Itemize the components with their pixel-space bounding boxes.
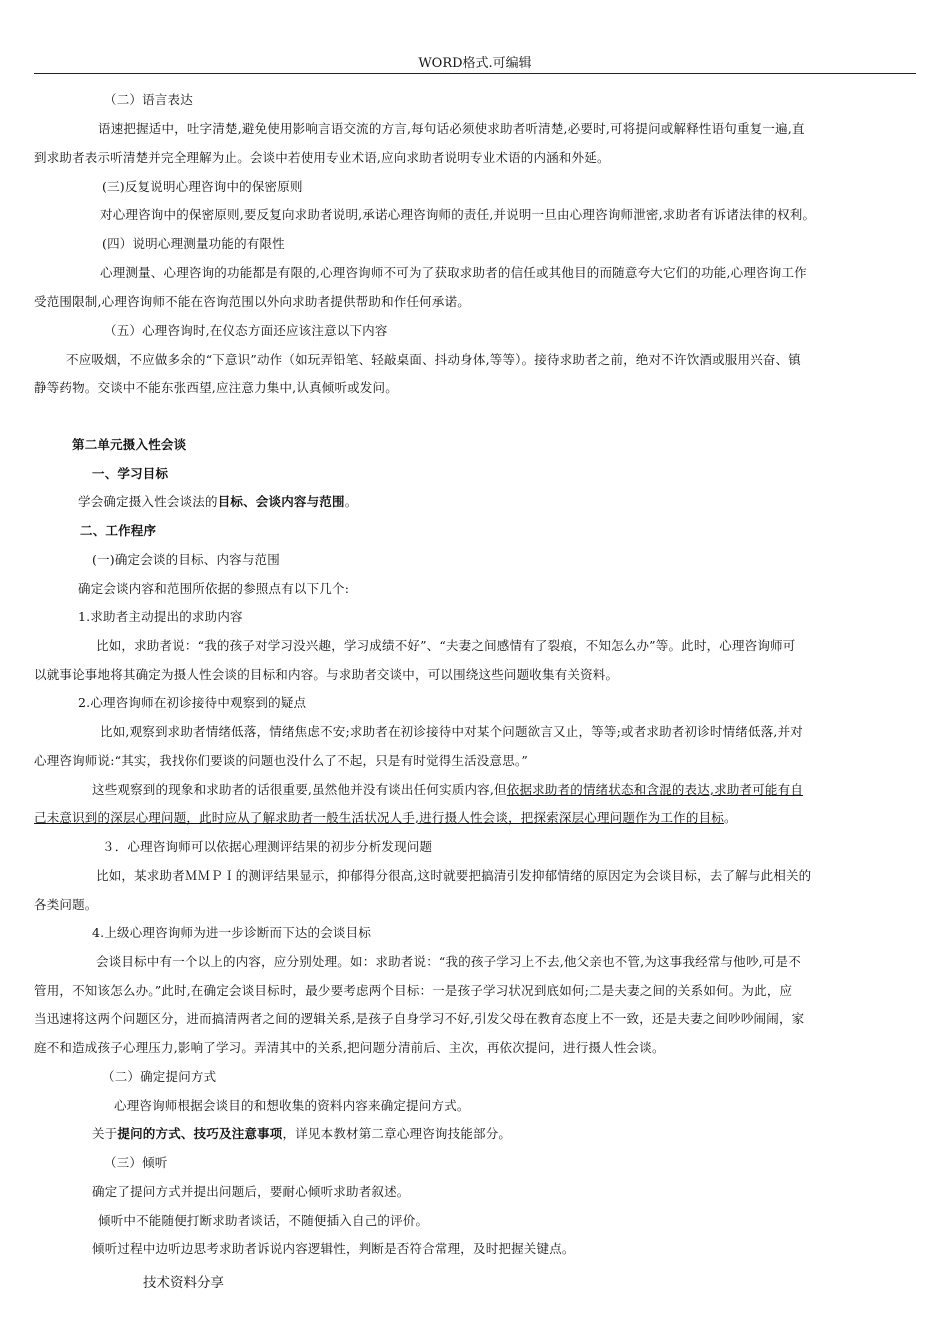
goal-emphasis: 目标、会谈内容与范围 — [217, 494, 345, 509]
paragraph-line: 比如,观察到求助者情绪低落，情绪焦虑不安;求助者在初诊接待中对某个问题欲言又止，等等;或者求助者初诊时情绪低落,并对 — [100, 724, 803, 739]
paragraph-line: 倾听中不能随便打断求助者谈话，不随便插入自己的评价。 — [98, 1213, 429, 1228]
unit-title: 第二单元摄入性会谈 — [72, 437, 187, 452]
heading-demeanor: （五）心理咨询时,在仪态方面还应该注意以下内容 — [104, 323, 388, 338]
paragraph-line: 管用，不知该怎么办。”此时,在确定会谈目标时，最少要考虑两个目标：一是孩子学习状况到底如何;二是夫妻之间的关系如何。为此，应 — [34, 983, 793, 998]
paragraph-line: 倾听过程中边听边思考求助者诉说内容逻辑性，判断是否符合常理，及时把握关键点。 — [92, 1241, 575, 1256]
text-plain: 。 — [723, 810, 737, 825]
heading-language-expression: （二）语言表达 — [104, 92, 193, 107]
paragraph-line: 心理咨询师说:“其实，我找你们要谈的问题也没什么了不起，只是有时觉得生活没意思。” — [34, 753, 528, 768]
paragraph-line: 静等药物。交谈中不能东张西望,应注意力集中,认真倾听或发问。 — [34, 380, 398, 395]
paragraph-line — [34, 810, 737, 826]
learning-goal-text — [78, 494, 357, 510]
paragraph-line: 当迅速将这两个问题区分，进而搞清两者之间的逻辑关系,是孩子自身学习不好,引发父母在教育态度上不一致，还是夫妻之间吵吵闹闹，家 — [34, 1011, 805, 1026]
paragraph-line: 比如，求助者说：“我的孩子对学习没兴趣，学习成绩不好”、“夫妻之间感情有了裂痕，不知怎么办”等。此时，心理咨询师可 — [96, 638, 796, 653]
paragraph-line: 会谈目标中有一个以上的内容，应分别处理。如：求助者说：“我的孩子学习上不去,他父亲也不管,为这事我经常与他吵,可是不 — [96, 954, 801, 969]
paragraph-line: 比如，某求助者ＭＭＰＩ的测评结果显示，抑郁得分很高,这时就要把搞清引发抑郁情绪的原因定为会谈目标，去了解与此相关的 — [96, 868, 812, 883]
heading-work-procedure: 二、工作程序 — [80, 523, 157, 538]
paragraph-line: 庭不和造成孩子心理压力,影响了学习。弄清其中的关系,把问题分清前后、主次，再依次提问，进行摄人性会谈。 — [34, 1040, 665, 1055]
paragraph-line: 心理咨询师根据会谈目的和想收集的资料内容来确定提问方式。 — [114, 1098, 470, 1113]
heading-learning-goal: 一、学习目标 — [92, 466, 169, 481]
paragraph-line: 受范围限制,心理咨询师不能在咨询范围以外向求助者提供帮助和作任何承诺。 — [34, 294, 470, 309]
header-divider — [34, 73, 916, 74]
item-heading-3: ３．心理咨询师可以依据心理测评结果的初步分析发现问题 — [102, 839, 433, 854]
paragraph-line: 不应吸烟，不应做多余的“下意识”动作（如玩弄铅笔、轻敲桌面、抖动身体,等等）。接待求助者之前，绝对不许饮酒或服用兴奋、镇 — [66, 352, 802, 367]
bold-text: 提问的方式、技巧及注意事项 — [117, 1126, 283, 1141]
text-plain: ，详见本教材第二章心理咨询技能部分。 — [282, 1126, 512, 1141]
paragraph-line: 对心理咨询中的保密原则,要反复向求助者说明,承诺心理咨询师的责任,并说明一旦由心理咨询师泄密,求助者有诉诸法律的权利。 — [100, 207, 816, 222]
heading-question-method: （二）确定提问方式 — [102, 1069, 217, 1084]
heading-define-goals: (一)确定会谈的目标、内容与范围 — [92, 552, 280, 567]
goal-prefix: 学会确定摄入性会谈法的 — [78, 494, 218, 509]
goal-suffix: 。 — [344, 494, 358, 509]
paragraph-line: 以就事论事地将其确定为摄人性会谈的目标和内容。与求助者交谈中，可以围绕这些问题收集有关资料。 — [34, 667, 619, 682]
paragraph-line — [92, 1126, 511, 1142]
heading-confidentiality: (三)反复说明心理咨询中的保密原则 — [102, 179, 303, 194]
heading-listening: （三）倾听 — [104, 1155, 168, 1170]
item-heading-1: 1.求助者主动提出的求助内容 — [78, 609, 243, 624]
paragraph-line — [92, 782, 803, 798]
paragraph-line: 确定了提问方式并提出问题后，要耐心倾听求助者叙述。 — [92, 1184, 410, 1199]
paragraph-line: 确定会谈内容和范围所依据的参照点有以下几个: — [78, 581, 350, 596]
paragraph-line: 语速把握适中，吐字清楚,避免使用影响言语交流的方言,每句话必须使求助者听清楚,必要时,可将提问或解释性语句重复一遍,直 — [98, 121, 805, 136]
paragraph-line: 心理测量、心理咨询的功能都是有限的,心理咨询师不可为了获取求助者的信任或其他目的而随意夸大它们的功能,心理咨询工作 — [100, 265, 807, 280]
item-heading-4: 4.上级心理咨询师为进一步诊断而下达的会谈目标 — [92, 925, 372, 940]
text-plain: 这些观察到的现象和求助者的话很重要,虽然他并没有谈出任何实质内容,但 — [92, 782, 507, 797]
underlined-text: 己未意识到的深层心理问题，此时应从了解求助者一般生活状况人手,进行摄人性会谈，把探索深层心理问题作为工作的目标 — [34, 810, 724, 825]
paragraph-line: 到求助者表示听清楚并完全理解为止。会谈中若使用专业术语,应向求助者说明专业术语的内涵和外延。 — [34, 150, 610, 165]
page-footer: 技术资料分享 — [143, 1275, 224, 1291]
item-heading-2: 2.心理咨询师在初诊接待中观察到的疑点 — [78, 695, 307, 710]
page-header: WORD格式.可编辑 — [418, 56, 532, 71]
text-plain: 关于 — [92, 1126, 118, 1141]
paragraph-line: 各类问题。 — [34, 897, 98, 912]
underlined-text: 依据求助者的情绪状态和含混的表达,求助者可能有自 — [506, 782, 804, 797]
heading-measurement-limits: (四）说明心理测量功能的有限性 — [102, 236, 285, 251]
